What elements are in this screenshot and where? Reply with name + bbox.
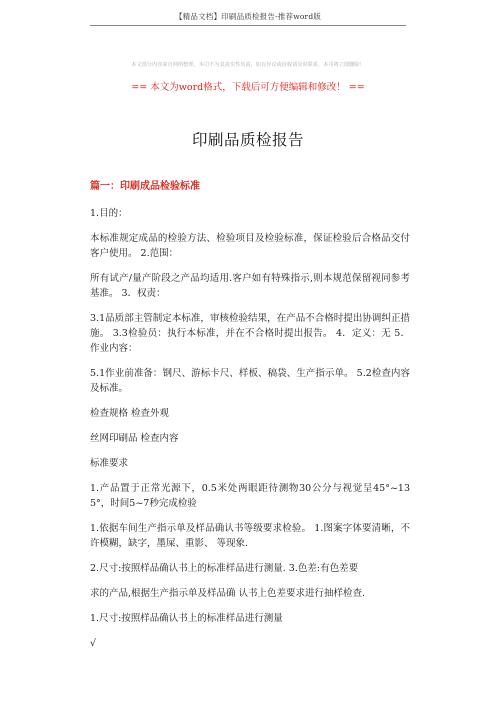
paragraph: 标准要求 [90,458,129,469]
paragraph: 本标准规定成品的检验方法、检验项目及检验标准，保证检验后合格品交付客户使用。 2.范围： [90,233,410,259]
paragraph: 1.产品置于正常光源下，0.5米处两眼距待测物30公分与视觉呈45°~135°，时间5~7秒完成检验 [90,483,410,509]
paragraph: 1.目的： [90,208,128,219]
paragraph: 1.尺寸:按照样品确认书上的标准样品进行测量 [90,613,283,624]
page-header: 【精品文档】印刷品质检报告-推荐word版 [174,12,322,21]
paragraph: 3.1品质部主管制定本标准，审核检验结果，在产品不合格时提出协调纠正措施。 3.3检验员：执行本标准，并在不合格时提出报告。 4．定义：无 5．作业内容： [90,313,410,354]
paragraph: 1.依据车间生产指示单及样品确认书等级要求检验。 1.图案字体要清晰，不许模糊，缺字，墨屎、重影、 等现象. [90,523,410,549]
paragraph: 5.1作业前准备：钢尺、游标卡尺、样板、稿袋、生产指示单。 5.2检查内容及标准。 [90,368,410,394]
disclaimer-text: 本文部分内容来自网络整理，本司不为其真实性负责，如有异议或侵权请及时联系，本司将立即删除！ [131,62,365,68]
paragraph: 所有试产/量产阶段之产品均适用.客户如有特殊指示,则本规范保留视同参考基准。 3．权责： [90,273,410,299]
paragraph: 丝网印刷品 检查内容 [90,433,179,444]
header-divider [90,25,406,26]
section-heading: 篇一：印刷成品检验标准 [90,181,200,192]
paragraph: 检查规格 检查外观 [90,408,170,419]
paragraph: √ [90,638,97,649]
document-body [90,180,410,661]
document-title: 印刷品质检报告 [191,131,304,149]
paragraph: 求的产品,根据生产指示单及样品确 认书上色差要求进行抽样检查. [90,588,366,599]
paragraph: 2.尺寸:按照样品确认书上的标准样品进行测量. 3.色差:有色差要 [90,563,359,574]
word-format-banner: == 本文为word格式，下载后可方便编辑和修改！ == [131,82,365,93]
